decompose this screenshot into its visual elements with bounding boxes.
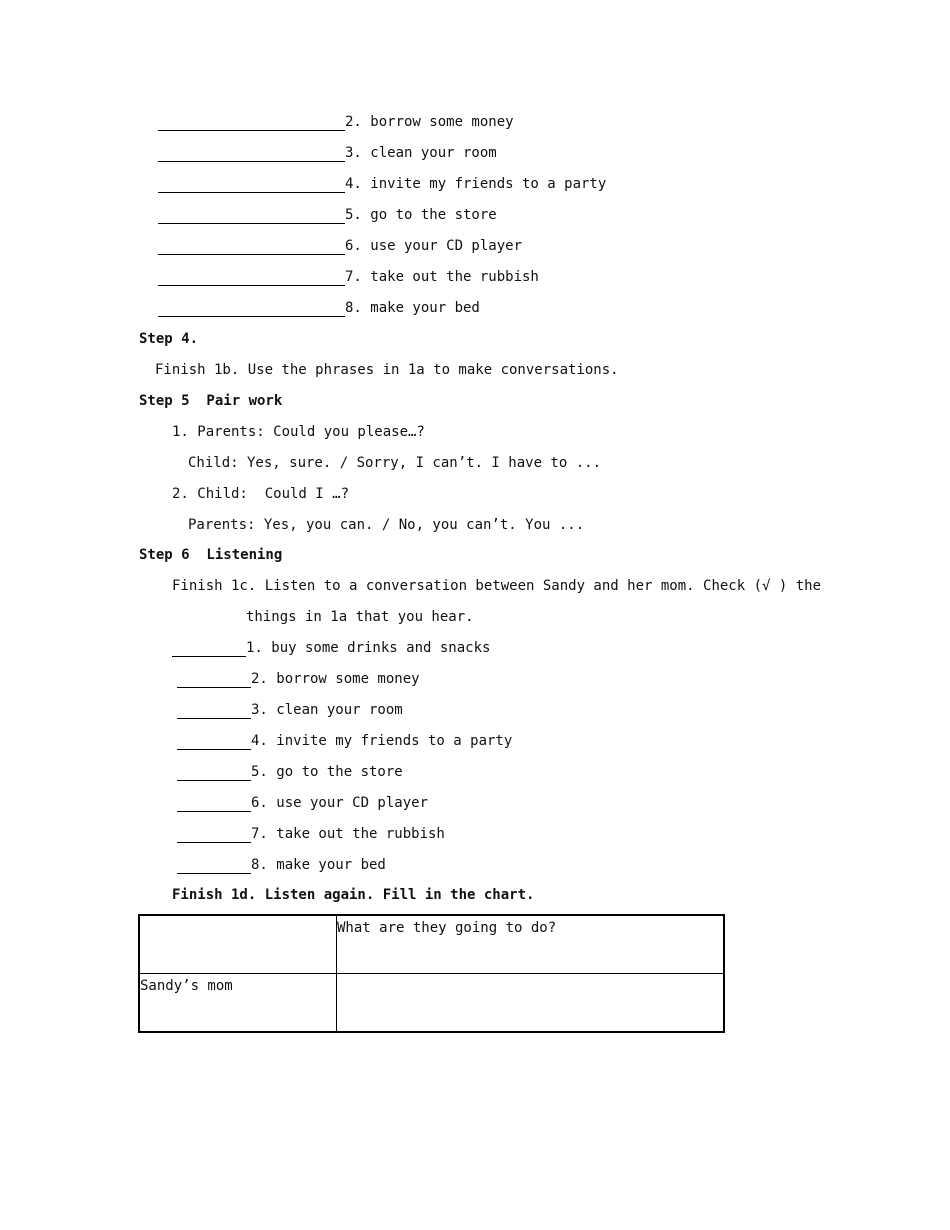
answer-blank[interactable] [158, 240, 345, 255]
answer-blank[interactable] [158, 116, 345, 131]
step6-heading: Step 6 Listening [139, 547, 283, 563]
dialogue-line: 2. Child: Could I …? [172, 486, 350, 502]
fill-in-chart [138, 914, 725, 1033]
check-blank[interactable] [177, 704, 251, 719]
list-item: 6. use your CD player [158, 237, 522, 255]
chart-row-label: Sandy’s mom [139, 974, 337, 1033]
check-blank[interactable] [177, 673, 251, 688]
step4-text: Finish 1b. Use the phrases in 1a to make conversations. [155, 362, 619, 378]
listening-item: 1. buy some drinks and snacks [172, 639, 490, 657]
chart-answer-cell[interactable] [337, 974, 725, 1033]
answer-blank[interactable] [158, 209, 345, 224]
chart-instruction: Finish 1d. Listen again. Fill in the chart. [172, 887, 535, 903]
check-blank[interactable] [177, 797, 251, 812]
dialogue-line: Child: Yes, sure. / Sorry, I can’t. I have to ... [188, 455, 602, 471]
step6-instruction: Finish 1c. Listen to a conversation between Sandy and her mom. Check (√ ) the [172, 578, 822, 594]
chart-header-question: What are they going to do? [337, 915, 725, 974]
listening-item: 8. make your bed [177, 856, 386, 874]
check-blank[interactable] [177, 828, 251, 843]
list-item: 3. clean your room [158, 144, 497, 162]
listening-item: 3. clean your room [177, 701, 403, 719]
listening-item: 4. invite my friends to a party [177, 732, 512, 750]
answer-blank[interactable] [158, 302, 345, 317]
step6-instruction-cont: things in 1a that you hear. [246, 609, 474, 625]
step5-heading: Step 5 Pair work [139, 393, 283, 409]
answer-blank[interactable] [158, 271, 345, 286]
check-blank[interactable] [177, 859, 251, 874]
dialogue-line: Parents: Yes, you can. / No, you can’t. You ... [188, 517, 585, 533]
list-item: 2. borrow some money [158, 113, 514, 131]
list-item: 8. make your bed [158, 299, 480, 317]
list-item: 7. take out the rubbish [158, 268, 539, 286]
chart-header-blank-cell[interactable] [139, 915, 337, 974]
listening-item: 2. borrow some money [177, 670, 420, 688]
list-item: 5. go to the store [158, 206, 497, 224]
dialogue-line: 1. Parents: Could you please…? [172, 424, 425, 440]
check-blank[interactable] [172, 642, 246, 657]
answer-blank[interactable] [158, 147, 345, 162]
check-blank[interactable] [177, 735, 251, 750]
check-blank[interactable] [177, 766, 251, 781]
list-item: 4. invite my friends to a party [158, 175, 606, 193]
step4-heading: Step 4. [139, 331, 199, 347]
listening-item: 7. take out the rubbish [177, 825, 445, 843]
listening-item: 5. go to the store [177, 763, 403, 781]
listening-item: 6. use your CD player [177, 794, 428, 812]
answer-blank[interactable] [158, 178, 345, 193]
